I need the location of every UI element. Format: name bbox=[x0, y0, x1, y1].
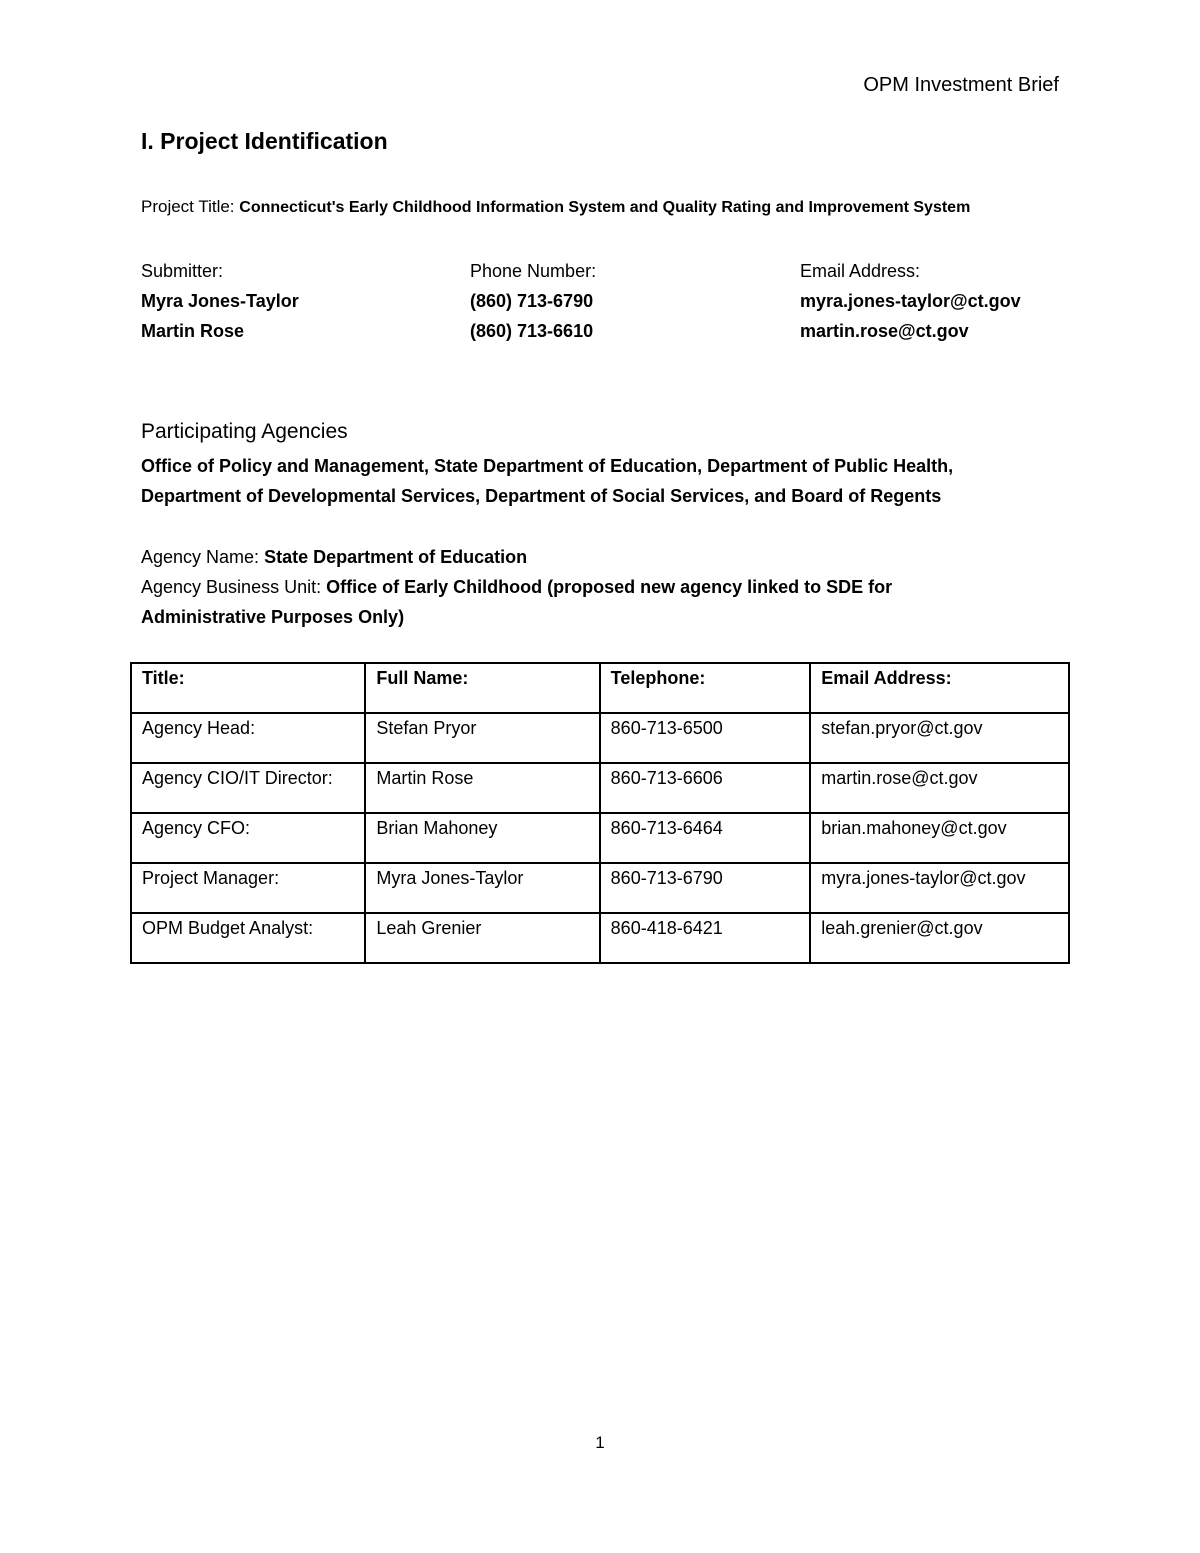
agency-unit-line bbox=[141, 572, 1041, 602]
cell-full-name: Myra Jones-Taylor bbox=[365, 863, 599, 913]
column-header-title: Title: bbox=[131, 663, 365, 713]
cell-full-name: Leah Grenier bbox=[365, 913, 599, 963]
cell-title: Agency CFO: bbox=[131, 813, 365, 863]
cell-telephone: 860-713-6464 bbox=[600, 813, 811, 863]
section-heading: I. Project Identification bbox=[141, 128, 388, 154]
agency-unit-label: Agency Business Unit: bbox=[141, 577, 327, 597]
submitter-label: Submitter: bbox=[141, 260, 224, 281]
submitter-name: Myra Jones-Taylor bbox=[141, 290, 299, 311]
submitter-email: myra.jones-taylor@ct.gov bbox=[800, 290, 1021, 311]
agency-name-line bbox=[141, 542, 1041, 572]
running-header: OPM Investment Brief bbox=[863, 74, 1059, 96]
submitter-phone: (860) 713-6610 bbox=[470, 320, 594, 341]
agency-unit-value: Office of Early Childhood (proposed new agency linked to SDE for bbox=[326, 577, 893, 597]
page-number: 1 bbox=[595, 1433, 605, 1452]
submitter-name: Martin Rose bbox=[141, 320, 245, 341]
participating-agencies-list bbox=[141, 451, 1041, 511]
table-row bbox=[131, 913, 1069, 963]
cell-telephone: 860-418-6421 bbox=[600, 913, 811, 963]
project-title-label: Project Title: bbox=[141, 197, 240, 216]
cell-title: Agency Head: bbox=[131, 713, 365, 763]
table-header-row bbox=[131, 663, 1069, 713]
column-header-telephone: Telephone: bbox=[600, 663, 811, 713]
agency-details bbox=[141, 542, 1041, 632]
agency-contacts-table bbox=[130, 662, 1070, 964]
project-title-value: Connecticut's Early Childhood Information System and Quality Rating and Improvement System bbox=[239, 199, 971, 216]
table-row bbox=[131, 863, 1069, 913]
cell-email: martin.rose@ct.gov bbox=[810, 763, 1069, 813]
cell-telephone: 860-713-6790 bbox=[600, 863, 811, 913]
submitter-email: martin.rose@ct.gov bbox=[800, 320, 969, 341]
phone-number-label: Phone Number: bbox=[470, 260, 597, 281]
cell-title: Project Manager: bbox=[131, 863, 365, 913]
contact-row bbox=[141, 286, 1061, 316]
cell-email: brian.mahoney@ct.gov bbox=[810, 813, 1069, 863]
cell-title: Agency CIO/IT Director: bbox=[131, 763, 365, 813]
participating-agencies-heading: Participating Agencies bbox=[141, 420, 348, 443]
submitter-contacts bbox=[141, 256, 1061, 346]
cell-full-name: Brian Mahoney bbox=[365, 813, 599, 863]
agency-name-value: State Department of Education bbox=[264, 547, 528, 567]
submitter-phone: (860) 713-6790 bbox=[470, 290, 594, 311]
contacts-header-row bbox=[141, 256, 1061, 286]
cell-email: leah.grenier@ct.gov bbox=[810, 913, 1069, 963]
agency-unit-value-cont: Administrative Purposes Only) bbox=[141, 607, 405, 627]
contact-row bbox=[141, 316, 1061, 346]
agencies-line: Office of Policy and Management, State Department of Education, Department of Public Health, bbox=[141, 456, 954, 476]
table-row bbox=[131, 713, 1069, 763]
table-row bbox=[131, 763, 1069, 813]
table-row bbox=[131, 813, 1069, 863]
email-address-label: Email Address: bbox=[800, 260, 921, 281]
cell-telephone: 860-713-6606 bbox=[600, 763, 811, 813]
cell-email: myra.jones-taylor@ct.gov bbox=[810, 863, 1069, 913]
cell-email: stefan.pryor@ct.gov bbox=[810, 713, 1069, 763]
column-header-full-name: Full Name: bbox=[365, 663, 599, 713]
column-header-email: Email Address: bbox=[810, 663, 1069, 713]
cell-full-name: Stefan Pryor bbox=[365, 713, 599, 763]
project-title-line bbox=[141, 197, 970, 217]
cell-full-name: Martin Rose bbox=[365, 763, 599, 813]
agency-name-label: Agency Name: bbox=[141, 547, 265, 567]
agencies-line: Department of Developmental Services, Department of Social Services, and Board of Regents bbox=[141, 486, 942, 506]
cell-telephone: 860-713-6500 bbox=[600, 713, 811, 763]
cell-title: OPM Budget Analyst: bbox=[131, 913, 365, 963]
